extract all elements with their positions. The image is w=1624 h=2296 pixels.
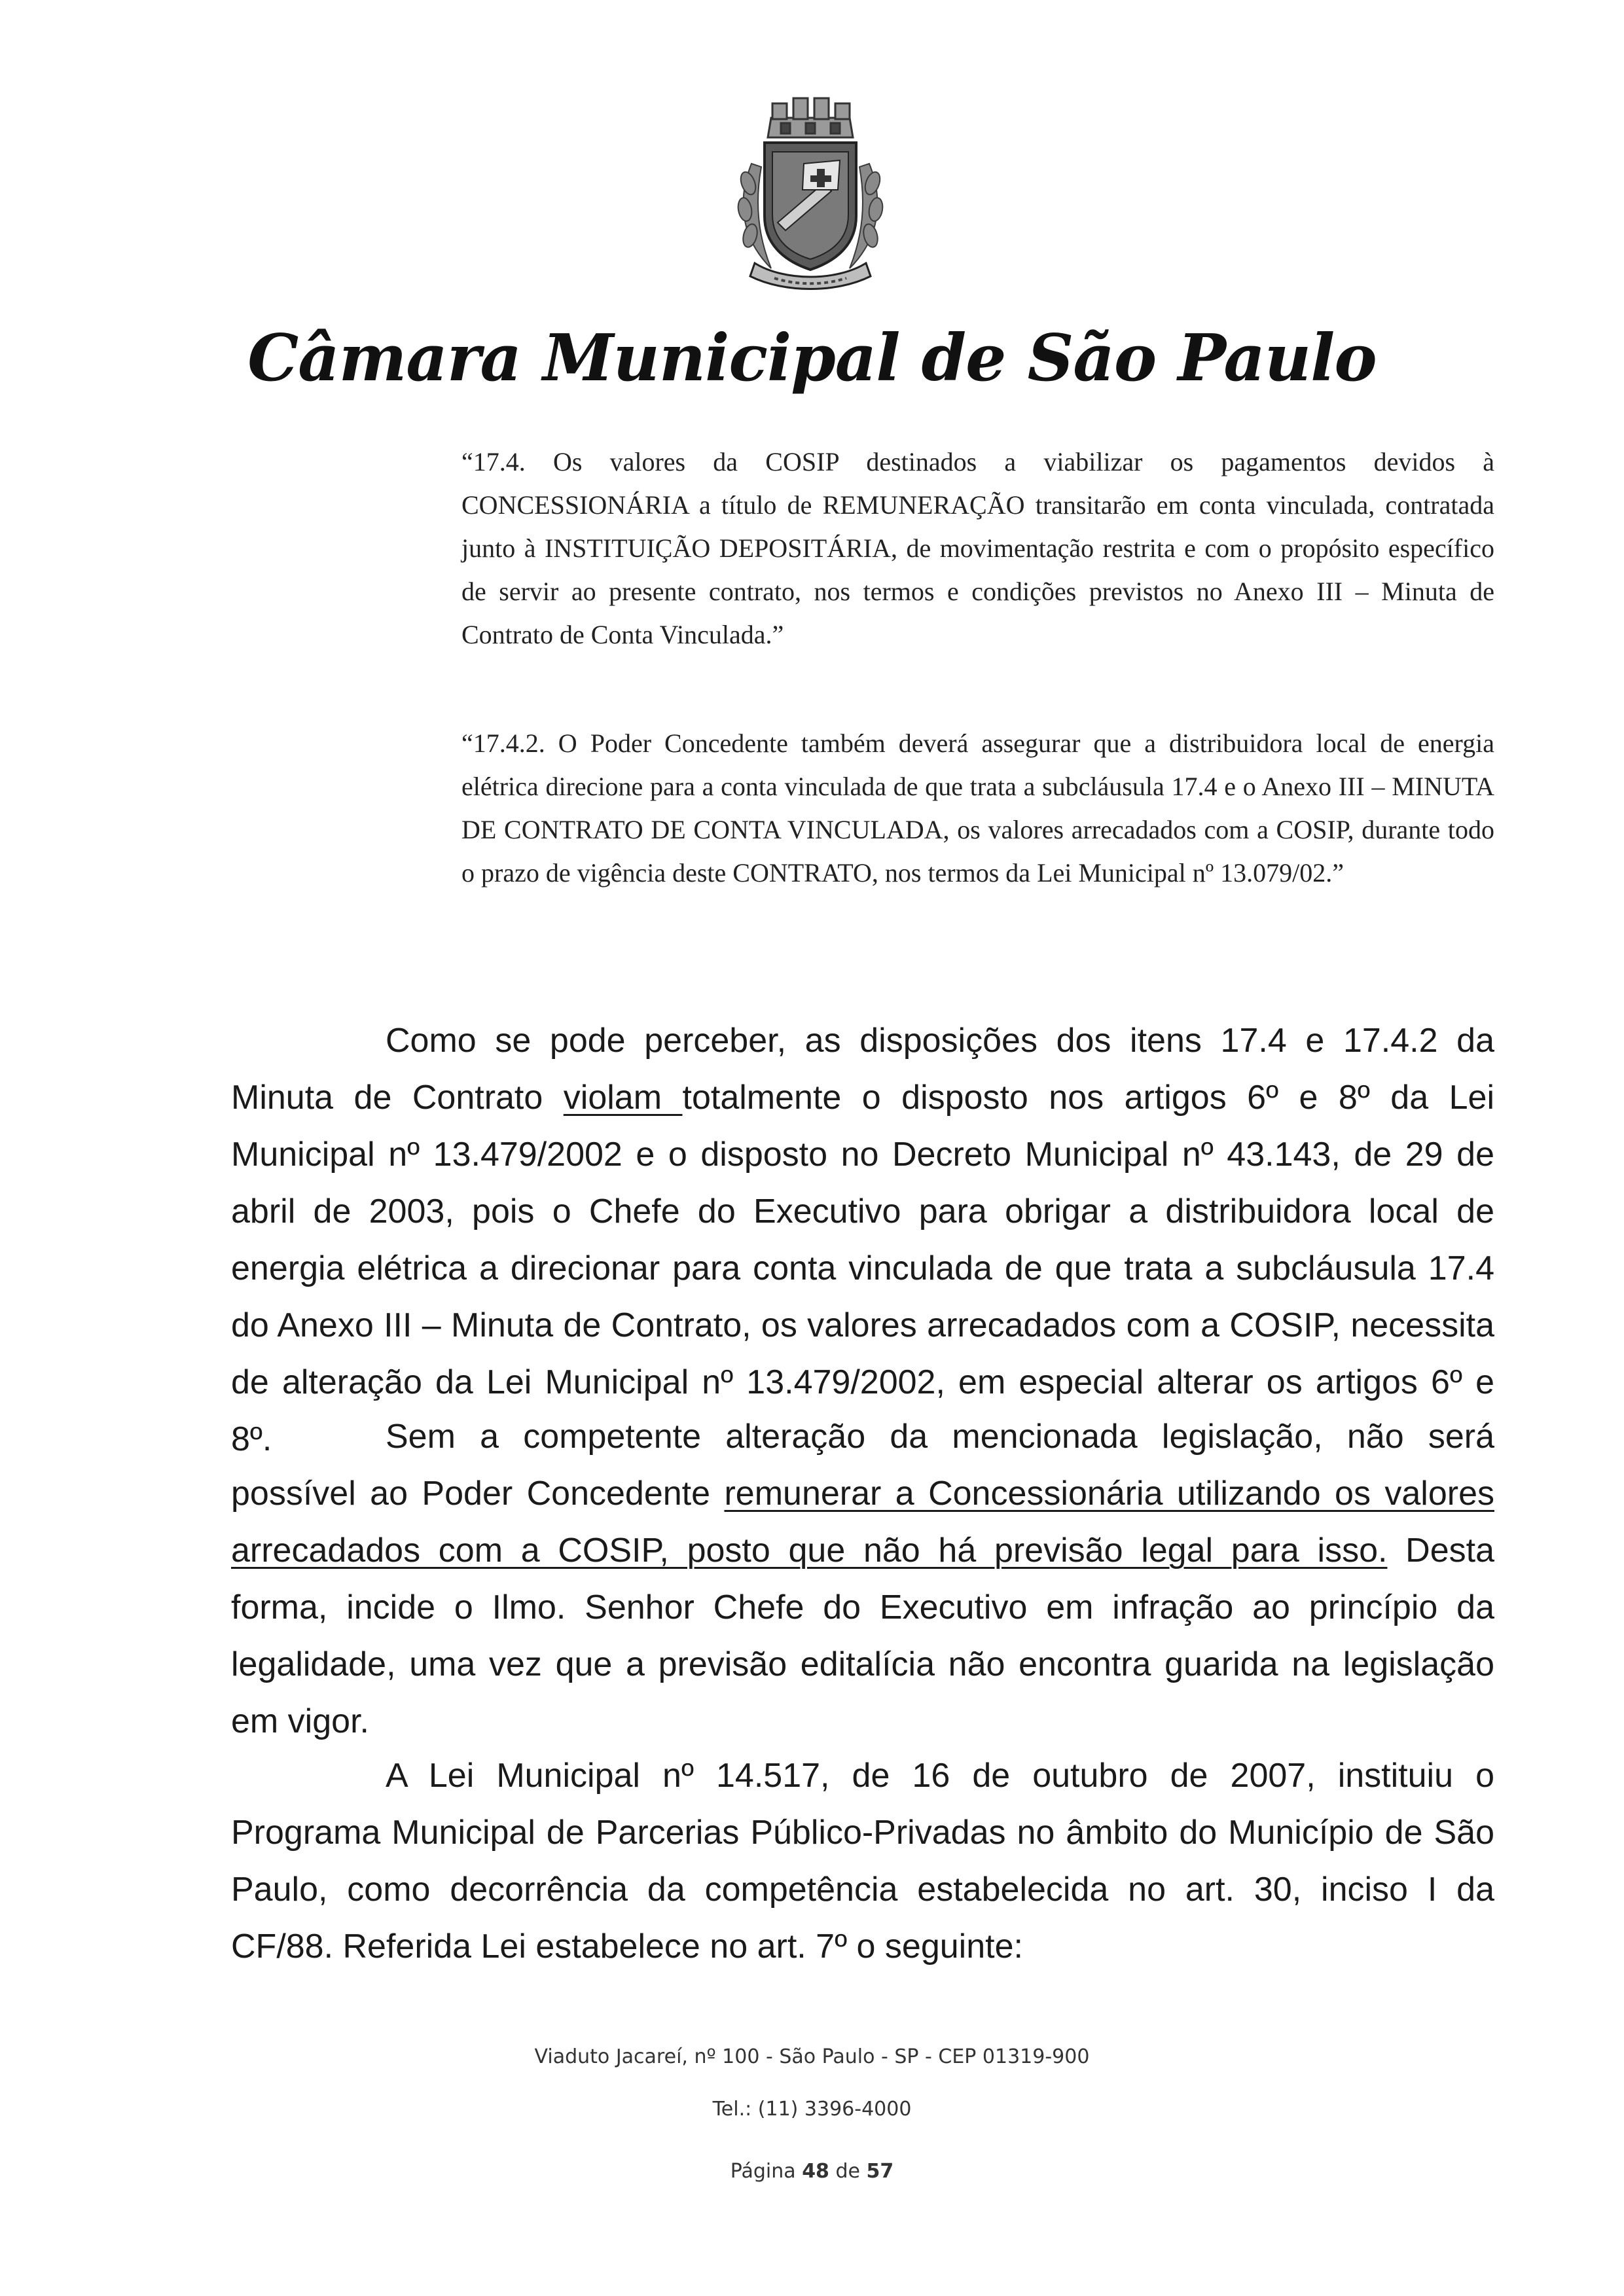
paragraph-text: Como se pode perceber, as disposições dos itens 17.4 e 17.4.2 da Minuta de Contrato <box>231 1022 1494 1117</box>
paragraph-text: totalmente o disposto nos artigos 6º e 8º da Lei Municipal nº 13.479/2002 e o disposto no Decreto Municipal nº 43.143, de 29 de abril de 2003, pois o Chefe do Executivo para obrigar a distribuidora local de energia elétrica a direcionar para conta vinculada de que trata a subcláusula 17.4 do Anexo III – Minuta de Contrato, os valores arrecadados com a COSIP, necessita de alteração da Lei Municipal nº 13.479/2002, em especial alterar os artigos 6º e 8º. <box>231 1079 1495 1458</box>
underlined-text: remunerar a Concessionária utilizando os valores arrecadados com a COSIP, posto que não há previsão legal para isso. <box>231 1475 1494 1570</box>
page-prefix: Página <box>730 2160 803 2183</box>
page-number <box>0 2160 1624 2183</box>
page-total: 57 <box>866 2160 894 2183</box>
body-paragraph-2 <box>231 1408 1494 1750</box>
underlined-text: violam <box>563 1079 683 1117</box>
paragraph-text: Desta forma, incide o Ilmo. Senhor Chefe do Executivo em infração ao princípio da legalidade, uma vez que a previsão editalícia não encontra guarida na legislação em vigor. <box>231 1532 1494 1740</box>
page-current: 48 <box>802 2160 829 2183</box>
footer-address: Viaduto Jacareí, nº 100 - São Paulo - SP - CEP 01319-900 <box>534 2045 1090 2068</box>
footer-phone: Tel.: (11) 3396-4000 <box>712 2098 912 2121</box>
body-paragraph-1 <box>231 1013 1494 1468</box>
quote-clause-17-4: “17.4. Os valores da COSIP destinados a viabilizar os pagamentos devidos à CONCESSIONÁRIA a título de REMUNERAÇÃO transitarão em conta vinculada, contratada junto à INSTITUIÇÃO DEPOSITÁRIA, de movimentação restrita e com o propósito específico de servir ao presente contrato, nos termos e condições previstos no Anexo III – Minuta de Contrato de Conta Vinculada.” <box>461 447 1494 649</box>
page-separator: de <box>829 2160 867 2183</box>
quote-clause-17-4-2: “17.4.2. O Poder Concedente também deverá assegurar que a distribuidora local de energia elétrica direcione para a conta vinculada de que trata a subcláusula 17.4 e o Anexo III – MINUTA DE CONTRATO DE CONTA VINCULADA, os valores arrecadados com a COSIP, durante todo o prazo de vigência deste CONTRATO, nos termos da Lei Municipal nº 13.079/02.” <box>461 728 1494 888</box>
body-paragraph-3 <box>231 1748 1494 1975</box>
institution-name: Câmara Municipal de São Paulo <box>247 321 1377 396</box>
paragraph-text: A Lei Municipal nº 14.517, de 16 de outubro de 2007, instituiu o Programa Municipal de Parcerias Público-Privadas no âmbito do Município de São Paulo, como decorrência da competência estabelecida no art. 30, inciso I da CF/88. Referida Lei estabelece no art. 7º o seguinte: <box>231 1757 1494 1965</box>
paragraph-text: Sem a competente alteração da mencionada legislação, não será possível ao Poder Concedente <box>231 1418 1494 1513</box>
coat-of-arms-icon <box>725 92 895 301</box>
